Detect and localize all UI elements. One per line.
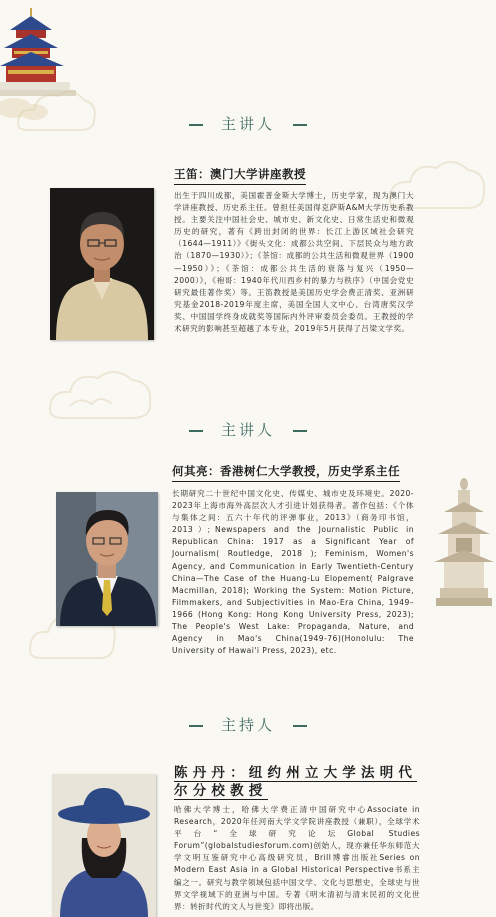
title-dash <box>293 124 307 126</box>
host-bio: 哈佛大学博士，哈佛大学费正清中国研究中心Associate in Research，2020年任河南大学文学院讲座教授（兼职），全球学术平台“全球研究论坛Global Studies Forum”(globalstudiesforum.com)创始人，现亦兼任华东师范大学文明互鉴研究中心高级研究员，Brill博睿出版社Series on Modern East Asia in a Global Historical Perspective书系主编之一。研究与教学领域包括中国文学、文化与思想史，全球史与世界文学视域下的亚洲与中国。专著《明末清初与清末民初的文化世界：转折时代的文人与世变》即将出版。 <box>174 805 420 911</box>
host-name-line-2: 尔分校教授 <box>174 783 268 799</box>
speaker-1-bio: 出生于四川成都，美国霍普金斯大学博士，历史学家，现为澳门大学讲座教授、历史系主任。曾担任美国得克萨斯A&M大学历史系教授。主要关注中国社会史、城市史、新文化史、日常生活史和微观历史的研究，著有《跨出封闭的世界：长江上游区域社会研究（1644—1911）》《街头文化：成都公共空间、下层民众与地方政治（1870—1930）》；《茶馆：成都的公共生活和微观世界（1900—1950）》；《茶馆：成都公共生活的衰落与复兴（1950—2000）》，《袍哥：1940年代川西乡村的暴力与秩序》（中国会党史研究最佳著作奖）等。王笛教授是美国历史学会费正清奖、亚洲研究基金2018-2019年度主席，美国全国人文中心、台湾唐奖汉学奖、中国国学终身成就奖等国际内外评审委员会委员。王教授的学术研究的影响甚至超越了本专业，2019年5月获得了吕梁文学奖。 <box>174 191 414 334</box>
section-title-text: 主持人 <box>220 716 275 734</box>
section-title-speaker-1 <box>0 113 496 134</box>
stone-pagoda-icon <box>432 476 496 606</box>
speaker-2-bio: 长期研究二十世纪中国文化史、传媒史、城市史及环境史。2020-2023年上海市海外高层次人才引进计划获得者。著作包括：《个体与集体之间：五六十年代的评弹事业，2013》（商务印书馆，2013）；Newspapers and the Journalistic Public in Republican China: 1917 as a Significant Year of Journalism( Routledge, 2018 ); Feminism, Women's Agency, and Communication in Early Twentieth-Century China—The Case of the Huang-Lu Elopement( Palgrave Macmillan, 2018); Working the System: Motion Picture, Filmmakers, and Subjectivities in Mao-Era China, 1949–1966 (Hong Kong: Hong Kong University Press, 2023); The People's West Lake: Propaganda, Nature, and Agency in Mao's China(1949-76)(Honolulu: The University of Hawai'i Press, 2023), etc. <box>172 489 414 656</box>
host-name-line-1: 陈丹丹：纽约州立大学法明代 <box>174 765 418 781</box>
host-photo <box>52 774 156 917</box>
section-title-text: 主讲人 <box>220 421 275 439</box>
speaker-2-photo <box>56 492 158 626</box>
title-dash <box>293 725 307 727</box>
section-title-host <box>0 714 496 735</box>
speaker-1-name: 王笛：澳门大学讲座教授 <box>174 166 306 185</box>
section-title-speaker-2 <box>0 419 496 440</box>
title-dash <box>293 430 307 432</box>
section-title-text: 主讲人 <box>220 115 275 133</box>
title-dash <box>189 430 203 432</box>
title-dash <box>189 725 203 727</box>
host-name <box>174 764 424 800</box>
title-dash <box>189 124 203 126</box>
speaker-1-photo <box>50 188 154 340</box>
speaker-2-name: 何其亮：香港树仁大学教授，历史学系主任 <box>172 463 400 482</box>
